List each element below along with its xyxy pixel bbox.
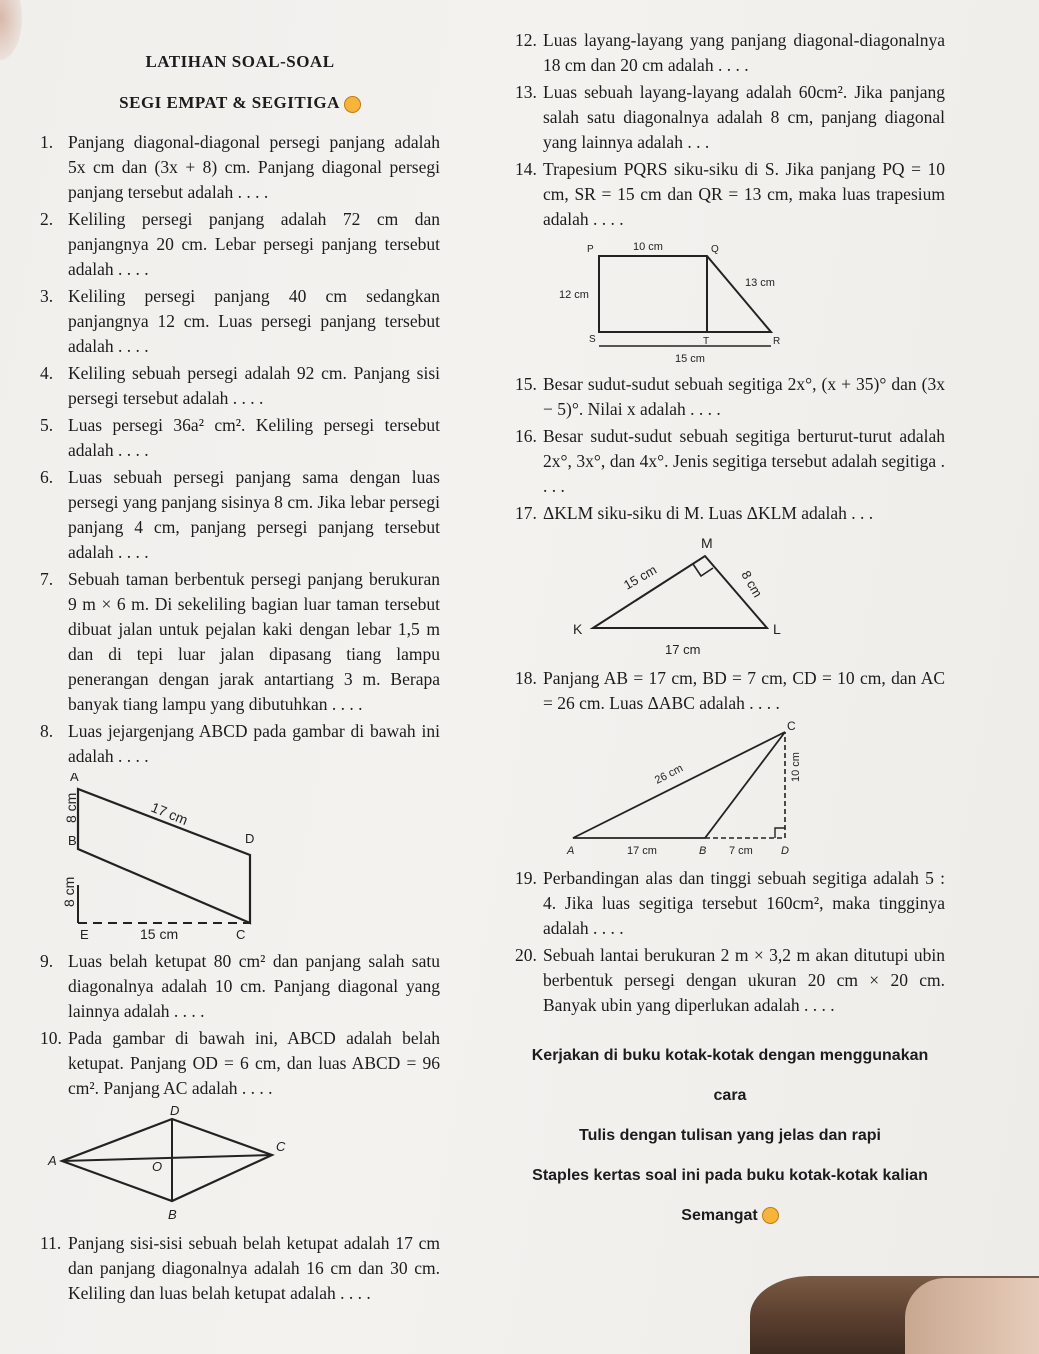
question-2: 2. Keliling persegi panjang adalah 72 cm dan panjangnya 20 cm. Lebar persegi panjang tersebut adalah . . . . [40, 209, 440, 279]
right-angle-marker [693, 564, 713, 576]
triangle-klm-figure [515, 530, 945, 660]
label-D: D [245, 831, 255, 846]
label-L: L [773, 621, 781, 637]
question-9: 9. Luas belah ketupat 80 cm² dan panjang salah satu diagonalnya adalah 10 cm. Panjang diagonal yang lainnya adalah . . . . [40, 951, 440, 1021]
label-A: A [48, 1153, 57, 1168]
label-be: 8 cm [61, 876, 77, 907]
label-A: A [567, 845, 575, 857]
question-14: 14. Trapesium PQRS siku-siku di S. Jika panjang PQ = 10 cm, SR = 15 cm dan QR = 13 cm, maka luas trapesium adalah . . . . [515, 159, 945, 229]
trapezoid-figure [515, 236, 945, 366]
title-line-2: SEGI EMPAT & SEGITIGA [40, 89, 440, 116]
label-A: A [70, 773, 79, 784]
left-column [40, 48, 440, 1308]
instructions [515, 1036, 945, 1236]
rhombus-svg [40, 1105, 300, 1225]
label-C: C [276, 1139, 286, 1154]
question-16: 16. Besar sudut-sudut sebuah segitiga berturut-turut adalah 2x°, 3x°, dan 4x°. Jenis segitiga tersebut adalah segitiga . . . . [515, 426, 945, 496]
label-T: T [703, 336, 710, 347]
label-M: M [701, 535, 713, 551]
triangle-klm-svg [515, 530, 815, 660]
rhombus-figure [40, 1105, 440, 1225]
label-ab: 8 cm [63, 792, 79, 823]
right-angle-marker [775, 828, 785, 838]
label-K: K [573, 621, 583, 637]
smiley-icon [344, 96, 361, 113]
question-5: 5. Luas persegi 36a² cm². Keliling persegi tersebut adalah . . . . [40, 415, 440, 460]
question-15: 15. Besar sudut-sudut sebuah segitiga 2x°, (x + 35)° dan (3x − 5)°. Nilai x adalah . . . . [515, 374, 945, 419]
label-S: S [589, 334, 596, 345]
trapezoid-svg [515, 236, 795, 366]
title-line-1: LATIHAN SOAL-SOAL [145, 52, 335, 71]
label-B: B [699, 845, 707, 857]
label-bd: 7 cm [729, 845, 753, 857]
note-1: Kerjakan di buku kotak-kotak dengan menggunakan cara [531, 1047, 929, 1104]
question-3: 3. Keliling persegi panjang 40 cm sedangkan panjangnya 12 cm. Luas persegi panjang tersebut adalah . . . . [40, 286, 440, 356]
label-C: C [787, 720, 796, 733]
triangle-abc-figure [515, 720, 945, 860]
label-C: C [236, 927, 246, 942]
question-10: 10. Pada gambar di bawah ini, ABCD adalah belah ketupat. Panjang OD = 6 cm, dan luas ABCD = 96 cm². Panjang AC adalah . . . . [40, 1028, 440, 1098]
label-kl: 17 cm [665, 642, 701, 657]
question-13: 13. Luas sebuah layang-layang adalah 60cm². Jika panjang salah satu diagonalnya adalah 8 cm, panjang diagonal yang lainnya adalah . . . [515, 82, 945, 152]
label-ml: 8 cm [738, 568, 766, 600]
question-1: 1. Panjang diagonal-diagonal persegi panjang adalah 5x cm dan (3x + 8) cm. Panjang diagonal persegi panjang tersebut adalah . . . . [40, 132, 440, 202]
question-8: 8. Luas jejargenjang ABCD pada gambar di bawah ini adalah . . . . [40, 721, 440, 766]
label-O: O [152, 1159, 163, 1174]
note-4: Semangat [515, 1196, 945, 1236]
label-D: D [170, 1105, 180, 1118]
label-ps: 12 cm [559, 289, 589, 301]
thumb-edge [0, 0, 22, 60]
triangle-abc-svg [515, 720, 815, 860]
label-sr: 15 cm [675, 353, 705, 365]
parallelogram-svg [40, 773, 280, 943]
question-4: 4. Keliling sebuah persegi adalah 92 cm. Panjang sisi persegi tersebut adalah . . . . [40, 363, 440, 408]
label-P: P [587, 244, 594, 255]
question-12: 12. Luas layang-layang yang panjang diagonal-diagonalnya 18 cm dan 20 cm adalah . . . . [515, 30, 945, 75]
label-qr: 13 cm [745, 277, 775, 289]
label-D: D [781, 845, 789, 857]
parallelogram-figure [40, 773, 440, 943]
label-ad: 17 cm [148, 798, 191, 829]
label-pq: 10 cm [633, 241, 663, 253]
question-7: 7. Sebuah taman berbentuk persegi panjang berukuran 9 m × 6 m. Di sekeliling bagian luar taman tersebut dibuat jalan untuk pejalan kaki dengan lebar 1,5 m dan di tepi luar jalan dipasang tiang lampu penerangan dengan jarak antartiang 3 m. Berapa banyak tiang lampu yang dibutuhkan . . . . [40, 569, 440, 714]
question-17: 17. ΔKLM siku-siku di M. Luas ΔKLM adalah . . . [515, 503, 874, 523]
note-3: Staples kertas soal ini pada buku kotak-kotak kalian [532, 1167, 928, 1184]
label-Q: Q [711, 244, 719, 255]
question-20: 20. Sebuah lantai berukuran 2 m × 3,2 m akan ditutupi ubin berbentuk persegi dengan ukuran 20 cm × 20 cm. Banyak ubin yang diperlukan adalah . . . . [515, 945, 945, 1015]
question-19: 19. Perbandingan alas dan tinggi sebuah segitiga adalah 5 : 4. Jika luas segitiga tersebut 160cm², maka tingginya adalah . . . . [515, 868, 945, 938]
photo-skin-corner [905, 1278, 1039, 1354]
label-km: 15 cm [621, 561, 660, 593]
label-ec: 15 cm [140, 926, 179, 942]
label-ab: 17 cm [627, 845, 657, 857]
label-B: B [168, 1207, 177, 1222]
label-ac: 26 cm [652, 762, 686, 787]
note-2: Tulis dengan tulisan yang jelas dan rapi [579, 1127, 881, 1144]
label-R: R [773, 336, 781, 347]
label-B: B [68, 833, 77, 848]
question-6: 6. Luas sebuah persegi panjang sama dengan luas persegi yang panjang sisinya 8 cm. Jika lebar persegi panjang 4 cm, panjang persegi panjang tersebut adalah . . . . [40, 467, 440, 562]
right-column [515, 28, 945, 1236]
label-E: E [80, 927, 89, 942]
smiley-icon [762, 1207, 779, 1224]
question-18: 18. Panjang AB = 17 cm, BD = 7 cm, CD = 10 cm, dan AC = 26 cm. Luas ΔABC adalah . . . . [515, 668, 945, 713]
label-cd: 10 cm [790, 752, 802, 782]
question-11: 11. Panjang sisi-sisi sebuah belah ketupat adalah 17 cm dan panjang diagonalnya adalah 16 cm dan 30 cm. Keliling dan luas belah ketupat adalah . . . . [40, 1233, 440, 1303]
diagonal-ac [62, 1155, 272, 1161]
